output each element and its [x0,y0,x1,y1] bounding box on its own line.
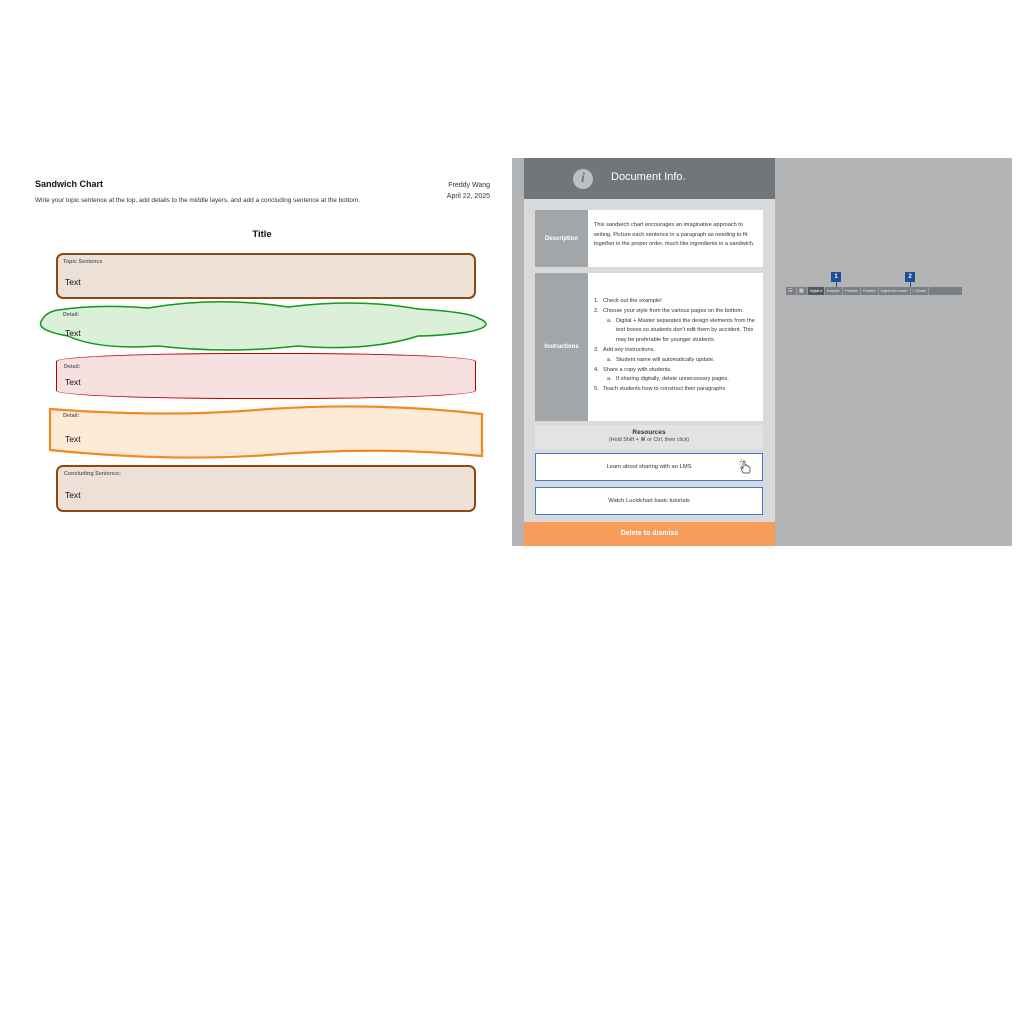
page-tab[interactable]: ☐ Master [911,287,930,295]
layer-text[interactable]: Text [65,328,81,338]
document-author: Freddy Wang [448,182,490,189]
lms-link-button[interactable] [535,453,763,481]
instruction-item [594,366,764,376]
tutorials-link-label: Watch Lucidchart basic tutorials [608,498,690,504]
document-info-panel[interactable] [524,158,775,546]
chart-heading[interactable]: Title [252,229,272,240]
hand-cursor-icon [737,459,753,475]
resources-hint: (Hold Shift + ⌘ or Ctrl, then click) [608,437,690,443]
topic-sentence-box[interactable] [56,253,476,299]
page-tab[interactable]: Printable [861,287,879,295]
instruction-item [594,385,764,395]
document-title: Sandwich Chart [35,179,104,189]
instruction-marker: a. [607,317,612,324]
instruction-marker: 3. [594,346,599,353]
page-marker-2: 2 [905,272,915,282]
grid-view-icon[interactable]: ▦ [797,287,808,295]
description-label: Description [535,210,588,267]
concluding-sentence-box[interactable] [56,465,476,512]
instructions-list [594,297,764,395]
page-tab[interactable]: Digital ▾ [808,287,825,295]
instruction-text: Choose your style from the various pages on the bottom. [603,307,744,314]
sandwich-chart-page [0,158,512,546]
layer-text[interactable]: Text [65,277,81,287]
page-tabs-toolbar[interactable] [786,287,962,295]
instruction-text: If sharing digitally, delete unnecessary pages. [616,376,729,383]
layer-label: Detail: [63,413,80,419]
instruction-marker: a. [607,356,612,363]
resources-title: Resources [632,429,666,436]
instruction-subitem [594,375,764,385]
info-panel-header [524,158,775,199]
layer-text[interactable]: Text [65,490,81,500]
resources-header [535,425,763,449]
instruction-text: Share a copy with students. [603,366,672,373]
instructions-label: Instructions [535,273,588,421]
instruction-text: Add any instructions. [603,346,655,353]
instruction-subitem [594,356,764,366]
description-text: This sandwich chart encourages an imaginative approach to writing. Picture each sentence in a paragraph as needing to fit together in the proper order, much like ingredients in a sandwich. [594,222,755,248]
instruction-text: Digital + Master separates the design elements from the text boxes so students don't edit them by accident. This may be preferable for younger students. [616,317,755,344]
layer-label: Concluding Sentence: [64,471,121,477]
info-panel-title: Document Info. [611,171,686,183]
layer-label: Detail: [63,312,80,318]
detail-box-2[interactable] [56,353,476,399]
instruction-subitem [594,317,764,346]
detail-box-3[interactable] [56,408,476,456]
instruction-marker: 1. [594,298,599,304]
page-tab[interactable]: Printable [843,287,861,295]
instruction-item [594,297,764,307]
list-view-icon[interactable]: ☰ [786,287,797,295]
instruction-text: Student name will automatically update. [616,356,715,363]
info-icon: i [573,169,593,189]
layer-label: Detail: [64,364,81,370]
layer-text[interactable]: Text [65,377,81,387]
lms-link-label: Learn about sharing with an LMS [606,464,692,470]
instruction-item [594,307,764,317]
layer-label: Topic Sentence [63,259,103,265]
page-marker-1: 1 [831,272,841,282]
description-row [535,210,763,267]
tutorials-link-button[interactable] [535,487,763,515]
instruction-marker: 5. [594,386,599,393]
document-date: April 22, 2025 [446,193,490,200]
delete-to-dismiss-banner[interactable]: Delete to dismiss [524,522,775,546]
instruction-text: Check out the example! [603,298,662,304]
layer-text[interactable]: Text [65,434,81,444]
instruction-item [594,346,764,356]
page-tab[interactable]: Example [825,287,843,295]
instruction-text: Teach students how to construct their paragraphs. [603,386,727,393]
instruction-marker: a. [607,376,612,383]
instructions-row [535,273,763,421]
page-tab[interactable]: Digital with master [879,287,911,295]
instruction-marker: 4. [594,366,599,373]
document-subtitle: Write your topic sentence at the top, add details to the middle layers, and add a concluding sentence at the bottom. [35,197,360,204]
detail-box-1[interactable] [56,304,476,348]
instruction-marker: 2. [594,307,599,314]
